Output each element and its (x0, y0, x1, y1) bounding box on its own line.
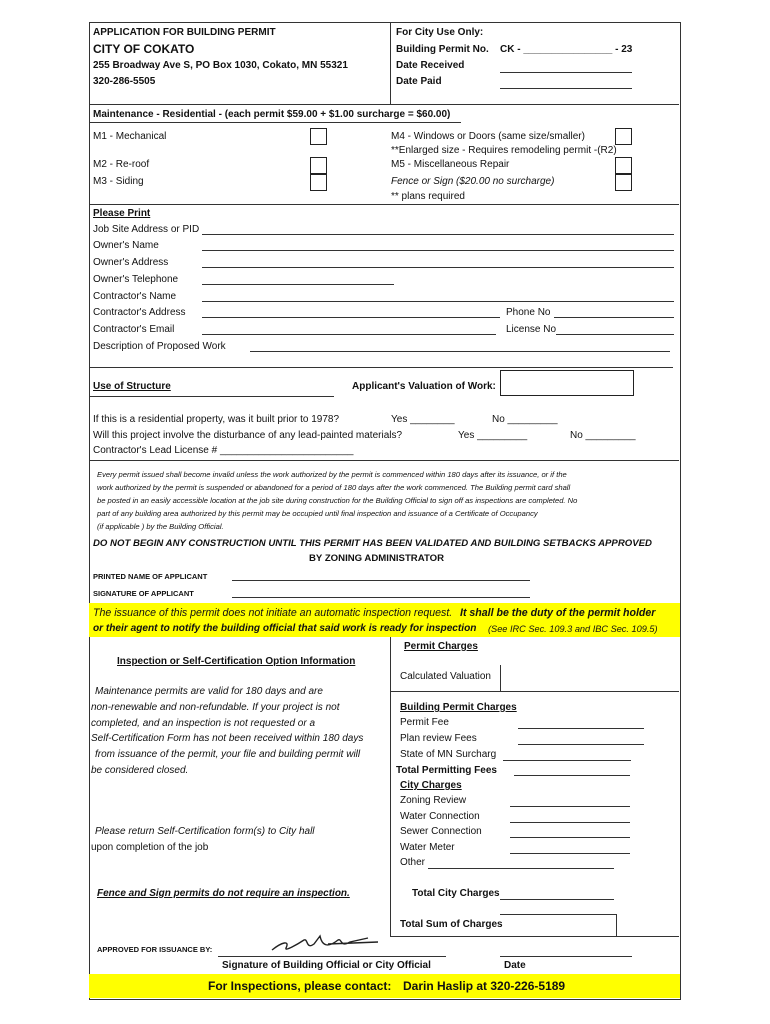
m3-label: M3 - Siding (93, 176, 144, 187)
m4-checkbox[interactable] (615, 128, 632, 145)
sewer-connection-label: Sewer Connection (400, 826, 482, 837)
permit-fee-label: Permit Fee (400, 717, 449, 728)
plan-review-label: Plan review Fees (400, 733, 477, 744)
phone-no-field[interactable] (554, 317, 674, 318)
description-field[interactable] (250, 351, 670, 352)
inspection-title: Inspection or Self-Certification Option Information (117, 656, 356, 667)
warning-line-2: BY ZONING ADMINISTRATOR (309, 553, 445, 564)
calc-valuation-label: Calculated Valuation (400, 671, 491, 682)
printed-name-field[interactable] (232, 580, 530, 581)
m1-checkbox[interactable] (310, 128, 327, 145)
total-sum-top-line (500, 914, 616, 915)
total-city-charges-label: Total City Charges (412, 888, 500, 899)
date-paid-field[interactable] (500, 88, 632, 89)
owner-name-label: Owner's Name (93, 240, 159, 251)
notice-line-2: work authorized by the permit is suspended or abandoned for a period of 180 days after the work commenced. The Building permit card shall (97, 483, 571, 492)
inspection-p4: Self-Certification Form has not been received within 180 days (91, 733, 364, 744)
lower-divider (390, 637, 391, 937)
permit-fee-field[interactable] (518, 728, 644, 729)
permit-no-value[interactable]: CK - ________________ - 23 (500, 44, 633, 55)
m4-label: M4 - Windows or Doors (same size/smaller) (391, 131, 585, 142)
signature-label: SIGNATURE OF APPLICANT (93, 589, 194, 598)
contractor-name-field[interactable] (202, 301, 674, 302)
contact-label: For Inspections, please contact: (208, 979, 392, 993)
total-permitting-field[interactable] (514, 775, 630, 776)
q2-yes[interactable]: Yes _________ (458, 430, 528, 441)
approved-signature-field[interactable] (218, 956, 446, 957)
description-field-2[interactable] (89, 367, 673, 368)
permit-no-label: Building Permit No. (396, 44, 489, 55)
calc-valuation-divider (500, 665, 501, 691)
please-print-title: Please Print (93, 208, 151, 219)
water-connection-label: Water Connection (400, 811, 480, 822)
zoning-review-label: Zoning Review (400, 795, 467, 806)
q2-text: Will this project involve the disturbance of any lead-painted materials? (93, 430, 403, 441)
inspection-p2: non-renewable and non-refundable. If your project is not (91, 702, 340, 713)
owner-address-label: Owner's Address (93, 257, 169, 268)
notice-line-4: part of any building area authorized by this permit may be occupied until final inspection and issuance of a Certificate of Occupancy (97, 509, 538, 518)
fence-label: Fence or Sign ($20.00 no surcharge) (391, 176, 555, 187)
license-no-field[interactable] (556, 334, 674, 335)
water-meter-label: Water Meter (400, 842, 455, 853)
banner-line-1b: It shall be the duty of the permit holder (460, 607, 656, 619)
lead-license[interactable]: Contractor's Lead License # ________________________ (93, 445, 354, 456)
q1-text: If this is a residential property, was it built prior to 1978? (93, 414, 340, 425)
inspection-p5: from issuance of the permit, your file and building permit will (95, 749, 361, 760)
plans-required-note: ** plans required (391, 191, 465, 202)
approved-label: APPROVED FOR ISSUANCE BY: (97, 945, 213, 954)
contractor-email-field[interactable] (202, 334, 496, 335)
state-surcharge-label: State of MN Surcharg (400, 749, 497, 760)
zoning-review-field[interactable] (510, 806, 630, 807)
q1-no[interactable]: No _________ (492, 414, 558, 425)
header-bottom-line (89, 104, 679, 105)
other-field[interactable] (428, 868, 614, 869)
phone-no-label: Phone No (506, 307, 551, 318)
fence-sign-note: Fence and Sign permits do not require an inspection. (97, 888, 350, 899)
notice-line-3: be posted in an easily accessible location at the job site during construction for the Building Official to sign off as inspections are completed. No (97, 496, 578, 505)
total-permitting-label: Total Permitting Fees (396, 765, 497, 776)
return-line-2: upon completion of the job (91, 842, 209, 853)
banner-line-2b: (See IRC Sec. 109.3 and IBC Sec. 109.5) (488, 624, 658, 634)
m2-label: M2 - Re-roof (93, 159, 150, 170)
other-label: Other (400, 857, 426, 868)
owner-address-field[interactable] (202, 267, 674, 268)
signature-caption: Signature of Building Official or City Official (222, 960, 431, 971)
warning-line-1: DO NOT BEGIN ANY CONSTRUCTION UNTIL THIS PERMIT HAS BEEN VALIDATED AND BUILDING SETBACKS APPROVED (93, 538, 652, 549)
license-no-label: License No (506, 324, 557, 335)
total-sum-divider (616, 914, 617, 936)
notice-line-5: (if applicable ) by the Building Official. (97, 522, 224, 531)
valuation-label: Applicant's Valuation of Work: (352, 381, 496, 392)
form-title: APPLICATION FOR BUILDING PERMIT (93, 27, 276, 38)
city-use-title: For City Use Only: (396, 27, 484, 38)
notice-line-1: Every permit issued shall become invalid unless the work authorized by the permit is commenced within 180 days after its issuance, or if the (97, 470, 567, 479)
q2-no[interactable]: No _________ (570, 430, 636, 441)
use-of-structure-label: Use of Structure (93, 381, 171, 392)
official-signature (268, 930, 388, 956)
maintenance-bottom-line (89, 204, 679, 205)
valuation-field[interactable] (500, 370, 634, 396)
date-received-label: Date Received (396, 60, 465, 71)
m2-checkbox[interactable] (310, 157, 327, 174)
permit-charges-title: Permit Charges (404, 641, 478, 652)
date-caption: Date (504, 960, 526, 971)
plan-review-field[interactable] (518, 744, 644, 745)
city-address: 255 Broadway Ave S, PO Box 1030, Cokato, MN 55321 (93, 60, 348, 71)
return-line-1: Please return Self-Certification form(s) to City hall (95, 826, 315, 837)
printed-name-label: PRINTED NAME OF APPLICANT (93, 572, 208, 581)
q1-yes[interactable]: Yes ________ (391, 414, 455, 425)
header-divider (390, 22, 391, 104)
contractor-address-field[interactable] (202, 317, 500, 318)
contractor-email-label: Contractor's Email (93, 324, 175, 335)
contractor-address-label: Contractor's Address (93, 307, 186, 318)
city-charges-title: City Charges (400, 780, 462, 791)
banner-line-2a: or their agent to notify the building official that said work is ready for inspection (93, 623, 477, 634)
lower-bottom-line (390, 936, 679, 937)
banner-line-1a: The issuance of this permit does not initiate an automatic inspection request. (93, 607, 453, 619)
city-phone: 320-286-5505 (93, 76, 156, 87)
water-meter-field[interactable] (510, 853, 630, 854)
calc-valuation-line (390, 691, 679, 692)
date-field[interactable] (500, 956, 632, 957)
owner-phone-label: Owner's Telephone (93, 274, 179, 285)
state-surcharge-field[interactable] (503, 760, 631, 761)
maintenance-title-underline (89, 122, 461, 123)
inspection-p3: completed, and an inspection is not requested or a (91, 718, 316, 729)
fence-checkbox[interactable] (615, 174, 632, 191)
inspection-p6: be considered closed. (91, 765, 189, 776)
bp-charges-title: Building Permit Charges (400, 702, 517, 713)
m3-checkbox[interactable] (310, 174, 327, 191)
m1-label: M1 - Mechanical (93, 131, 167, 142)
contact-value: Darin Haslip at 320-226-5189 (403, 979, 566, 993)
contractor-name-label: Contractor's Name (93, 291, 177, 302)
signature-field[interactable] (232, 597, 530, 598)
maintenance-title: Maintenance - Residential - (each permit $59.00 + $1.00 surcharge = $60.00) (93, 109, 451, 120)
city-name: CITY OF COKATO (93, 42, 195, 56)
description-label: Description of Proposed Work (93, 341, 226, 352)
job-site-label: Job Site Address or PID (93, 224, 200, 235)
total-city-charges-field[interactable] (500, 899, 614, 900)
enlarged-note: **Enlarged size - Requires remodeling permit -(R2) (391, 145, 617, 156)
job-site-field[interactable] (202, 234, 674, 235)
owner-name-field[interactable] (202, 250, 674, 251)
use-of-structure-underline (89, 396, 334, 397)
m5-label: M5 - Miscellaneous Repair (391, 159, 510, 170)
m5-checkbox[interactable] (615, 157, 632, 174)
questions-bottom-line (89, 460, 679, 461)
water-connection-field[interactable] (510, 822, 630, 823)
sewer-connection-field[interactable] (510, 837, 630, 838)
date-received-field[interactable] (500, 72, 632, 73)
owner-phone-field[interactable] (202, 284, 394, 285)
total-sum-label: Total Sum of Charges (400, 919, 503, 930)
inspection-p1: Maintenance permits are valid for 180 days and are (95, 686, 323, 697)
date-paid-label: Date Paid (396, 76, 442, 87)
